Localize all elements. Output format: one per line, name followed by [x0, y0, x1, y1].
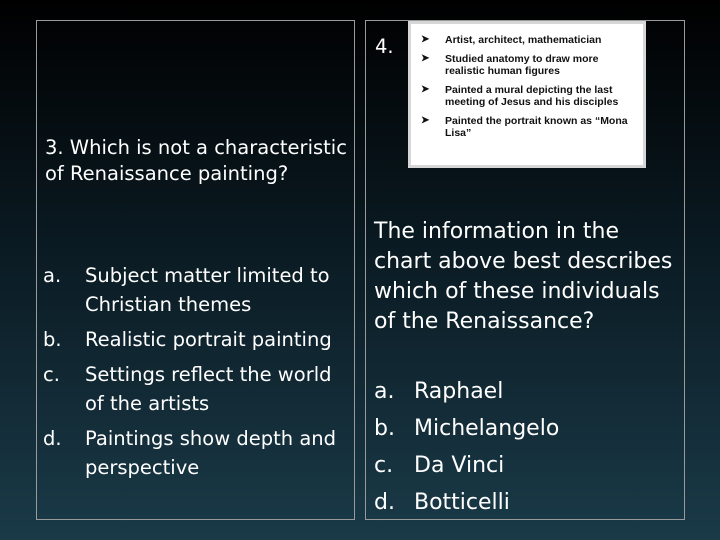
question-3-text: 3. Which is not a characteristic of Renaissance painting?	[45, 136, 347, 185]
question-4-panel	[365, 20, 685, 520]
chart-row-text: Painted the portrait known as “Mona Lisa”	[445, 115, 628, 139]
option-text: Settings reflect the world	[85, 363, 332, 386]
arrow-icon: ➤	[421, 115, 430, 126]
option-b	[43, 325, 353, 354]
chart-row	[421, 84, 639, 108]
option-letter: a.	[43, 264, 62, 287]
arrow-icon: ➤	[421, 34, 430, 45]
option-c	[43, 360, 353, 418]
option-letter: d.	[43, 427, 62, 450]
chart-row	[421, 34, 639, 46]
option-d	[374, 484, 559, 521]
chart-row-text: Artist, architect, mathematician	[445, 34, 602, 46]
question-3-options	[43, 261, 353, 488]
option-text: Raphael	[414, 379, 504, 404]
clue-chart	[408, 21, 646, 168]
arrow-icon: ➤	[421, 53, 430, 64]
option-text-cont: of the artists	[85, 392, 210, 415]
chart-row	[421, 115, 639, 139]
option-text: Subject matter limited to	[85, 264, 330, 287]
option-d	[43, 424, 353, 482]
option-text-cont: Christian themes	[85, 293, 252, 316]
option-text: Realistic portrait painting	[85, 328, 332, 351]
option-text: Paintings show depth and	[85, 427, 337, 450]
option-letter: a.	[374, 379, 395, 404]
question-4-text: The information in the chart above best describes which of these individuals of the Renaissance?	[374, 219, 673, 334]
question-4-options	[374, 373, 559, 521]
option-text: Da Vinci	[414, 453, 505, 478]
option-text: Botticelli	[414, 490, 510, 515]
option-a	[374, 373, 559, 410]
option-letter: c.	[43, 363, 60, 386]
option-text-cont: perspective	[85, 456, 200, 479]
option-letter: c.	[374, 453, 394, 478]
chart-row-text: Studied anatomy to draw more realistic human figures	[445, 53, 599, 77]
arrow-icon: ➤	[421, 84, 430, 95]
question-4-number: 4.	[375, 35, 394, 58]
chart-row	[421, 53, 639, 77]
option-letter: b.	[43, 328, 62, 351]
option-text: Michelangelo	[414, 416, 560, 441]
chart-row-text: Painted a mural depicting the last meeting of Jesus and his disciples	[445, 84, 619, 108]
option-c	[374, 447, 559, 484]
option-b	[374, 410, 559, 447]
option-letter: b.	[374, 416, 395, 441]
option-a	[43, 261, 353, 319]
option-letter: d.	[374, 490, 395, 515]
question-3-panel	[36, 20, 355, 520]
